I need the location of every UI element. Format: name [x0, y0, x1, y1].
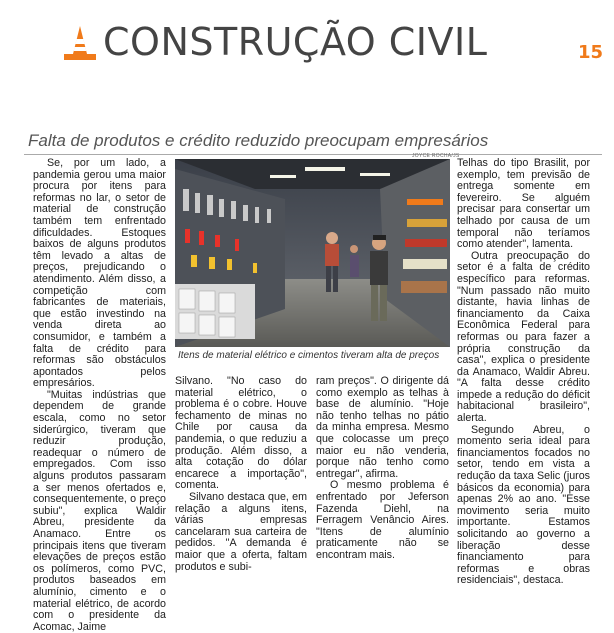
article-photo — [175, 159, 450, 347]
section-title: CONSTRUÇÃO CIVIL — [103, 20, 488, 64]
paragraph: Segundo Abreu, o momento seria ideal para financiamentos focados no setor, tendo em vista a redução da taxa Selic (juros básicos da economia) para apenas 2% ao ano. "Esse movimento seria muito importante. Estamos solicitando ao governo a liberação desse financiamento para reformas e obras residenciais", destaca. — [457, 423, 590, 587]
photo-credit: JOYCE ROCHA/JS — [412, 153, 460, 159]
article-headline: Falta de produtos e crédito reduzido preocupam empresários — [28, 131, 489, 150]
page-header — [0, 0, 614, 100]
paragraph: O mesmo problema é enfrentado por Jeferson Fazenda Diehl, na Ferragem Venâncio Aires. "Itens de alumínio praticamente não se encontram mais. — [316, 479, 449, 561]
paragraph: ram preços". O dirigente dá como exemplo as telhas à base de alumínio. "Hoje não tenho telhas no pátio da minha empresa. Mesmo que colocasse um preço maior eu não venderia, porque não tenho como entregar", afirma. — [316, 375, 449, 480]
paragraph: Silvano. "No caso do material elétrico, o problema é o cobre. Houve fechamento de minas no Chile por causa da pandemia, o que reduziu a produção. Além disso, a alta cotação do dólar encarece a importação", comenta. — [175, 375, 307, 492]
paragraph: Silvano destaca que, em relação a alguns itens, várias empresas cancelaram sua carteira de pedidos. "A demanda é maior que a oferta, faltam produtos e subi- — [175, 490, 307, 573]
paragraph: Outra preocupação do setor é a falta de crédito específico para reformas. "Num passado não muito distante, havia linhas de financiamento da Caixa Econômica Federal para reformas ou para fazer a própria construção da casa", explica o presidente da Anamaco, Waldir Abreu. "A falta desse crédito impede a redução do déficit habitacional brasileiro", alerta. — [457, 249, 590, 425]
article-column-4 — [457, 158, 590, 587]
paragraph: Se, por um lado, a pandemia gerou uma maior procura por itens para reformas no lar, o setor de material de construção também tem enfrentado dificuldades. Estoques baixos de alguns produtos têm levado a altas de preços, prejudicando o atendimento. Além disso, a competição com fabricantes de materiais, que estão investindo na venda direta ao consumidor, e também a falta de crédito para reformas são obstáculos apontados pelos empresários. — [33, 157, 166, 390]
page-number: 15 — [578, 42, 604, 63]
paragraph: Telhas do tipo Brasilit, por exemplo, tem previsão de entrega somente em fevereiro. Se alguém precisar para consertar um telhado por causa de um temporal não teríamos como atender", lamenta. — [457, 157, 590, 251]
article-column-3 — [316, 376, 449, 562]
headline-divider — [24, 154, 602, 155]
article-column-1 — [33, 158, 166, 633]
traffic-cone-icon — [60, 24, 100, 68]
store-aisle-image — [175, 159, 450, 347]
paragraph: "Muitas indústrias que dependem de grande escala, como no setor siderúrgico, tiveram que reduzir produção, readequar o número de empregados. Com isso alguns produtos passaram a ser menos ofertados e, consequentemente, o preço subiu", explica Waldir Abreu, presidente da Anamaco. Entre os principais itens que tiveram elevações de preços estão os polímeros, como PVC, produtos baseados em alumínio, cimento e o material elétrico, de acordo com o presidente da Acomac, Jaime — [33, 388, 166, 633]
photo-caption: Itens de material elétrico e cimentos tiveram alta de preços — [178, 350, 440, 361]
